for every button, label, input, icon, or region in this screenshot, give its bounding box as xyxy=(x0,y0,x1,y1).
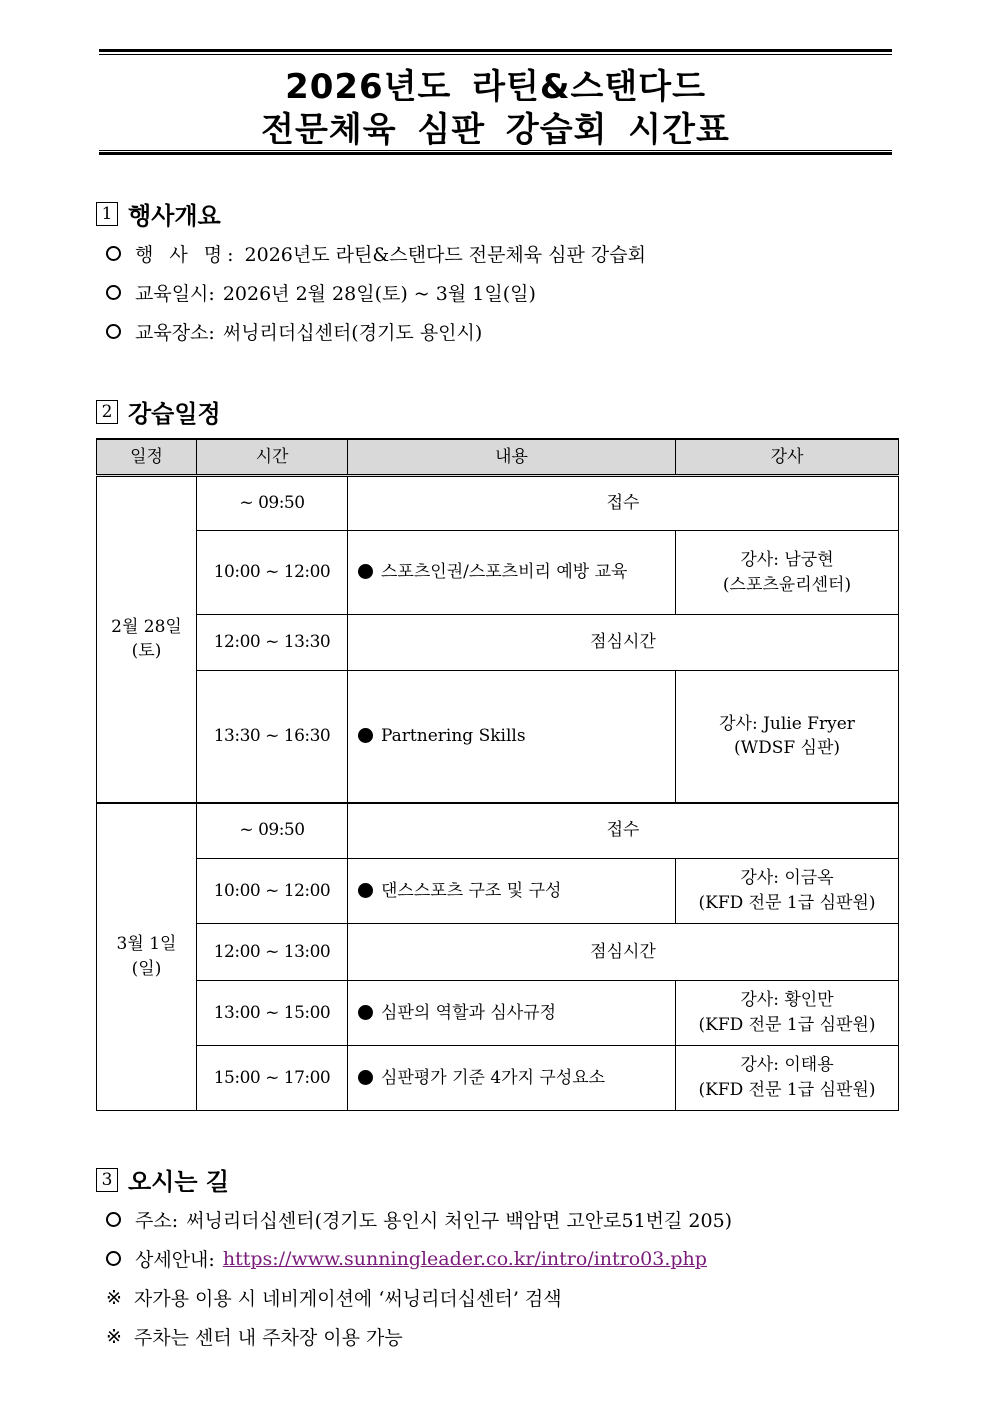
section-number-box: 2 xyxy=(96,400,118,424)
section-title: 행사개요 xyxy=(128,202,221,230)
table-row xyxy=(97,803,899,859)
directions-address xyxy=(106,1206,732,1233)
title-top-rule-thin xyxy=(99,54,892,55)
detail-link[interactable]: https://www.sunningleader.co.kr/intro/intro03.php xyxy=(222,1247,707,1270)
section-title: 강습일정 xyxy=(128,400,221,428)
table-row xyxy=(97,859,899,924)
address-value: 써닝리더십센터(경기도 용인시 처인구 백암면 고안로51번길 205) xyxy=(186,1210,733,1232)
circle-bullet-icon xyxy=(106,1251,121,1266)
header-cell-lecturer: 강사 xyxy=(676,439,899,476)
lecturer-affiliation: (KFD 전문 1급 심판원) xyxy=(698,893,876,913)
page-title-line1: 2026년도 라틴&스탠다드 xyxy=(285,67,706,107)
time-cell: 13:00 ~ 15:00 xyxy=(197,981,348,1046)
table-row xyxy=(97,924,899,981)
reference-mark-icon: ※ xyxy=(106,1325,122,1348)
circle-bullet-icon xyxy=(106,1212,121,1227)
filled-circle-icon xyxy=(358,1070,373,1085)
lecturer-name: 강사: 황인만 xyxy=(740,990,834,1011)
lecturer-affiliation: (스포츠윤리센터) xyxy=(722,574,852,595)
title-bottom-rule xyxy=(99,152,892,155)
detail-label: 상세안내: xyxy=(135,1249,215,1271)
filled-circle-icon xyxy=(358,564,373,579)
title-bottom-rule-thin xyxy=(99,150,892,151)
lecturer-cell xyxy=(676,981,899,1046)
time-cell: 10:00 ~ 12:00 xyxy=(197,859,348,924)
content-text: 댄스스포츠 구조 및 구성 xyxy=(381,880,562,901)
schedule-table xyxy=(96,438,899,1111)
overview-item-date xyxy=(106,279,536,306)
time-cell: 13:30 ~ 16:30 xyxy=(197,671,348,803)
lecturer-affiliation: (KFD 전문 1급 심판원) xyxy=(698,1015,876,1035)
day-date: 3월 1일 xyxy=(116,934,177,955)
overview-item-place xyxy=(106,318,482,345)
day-weekday: (일) xyxy=(131,958,162,979)
lecturer-cell xyxy=(676,671,899,803)
header-cell-time: 시간 xyxy=(197,439,348,476)
time-cell: 15:00 ~ 17:00 xyxy=(197,1046,348,1111)
content-cell xyxy=(348,981,676,1046)
table-row xyxy=(97,981,899,1046)
section-number-box: 1 xyxy=(96,202,118,226)
content-cell-full: 접수 xyxy=(348,803,899,859)
time-cell: ~ 09:50 xyxy=(197,476,348,531)
content-cell-full: 점심시간 xyxy=(348,924,899,981)
page-title-line2: 전문체육 심판 강습회 시간표 xyxy=(261,110,730,150)
note-text: 주차는 센터 내 주차장 이용 가능 xyxy=(133,1327,403,1349)
content-text: 스포츠인권/스포츠비리 예방 교육 xyxy=(381,562,628,583)
lecturer-name: 강사: Julie Fryer xyxy=(719,713,855,734)
time-cell: 12:00 ~ 13:30 xyxy=(197,615,348,671)
circle-bullet-icon xyxy=(106,246,121,261)
section-directions-heading xyxy=(96,1162,229,1197)
content-text: Partnering Skills xyxy=(381,725,526,746)
section-schedule-heading xyxy=(96,394,221,429)
time-cell: 10:00 ~ 12:00 xyxy=(197,531,348,615)
lecturer-name: 강사: 이금옥 xyxy=(740,868,834,889)
section-title: 오시는 길 xyxy=(128,1168,230,1196)
content-cell xyxy=(348,531,676,615)
table-row xyxy=(97,615,899,671)
overview-value: 2026년 2월 28일(토) ~ 3월 1일(일) xyxy=(222,283,536,305)
section-overview-heading xyxy=(96,196,221,231)
note-text: 자가용 이용 시 네비게이션에 ‘써닝리더십센터’ 검색 xyxy=(133,1288,562,1310)
content-cell xyxy=(348,859,676,924)
table-row xyxy=(97,476,899,531)
overview-value: 써닝리더십센터(경기도 용인시) xyxy=(222,322,483,344)
table-row xyxy=(97,531,899,615)
lecturer-cell xyxy=(676,859,899,924)
content-text: 심판평가 기준 4가지 구성요소 xyxy=(381,1067,606,1088)
table-header-row xyxy=(97,439,899,476)
title-block xyxy=(99,49,892,157)
overview-label: 교육장소: xyxy=(135,322,215,344)
day-cell xyxy=(97,476,197,803)
day-date: 2월 28일 xyxy=(111,616,182,637)
overview-item-name xyxy=(106,240,646,267)
header-cell-date: 일정 xyxy=(97,439,197,476)
section-number-box: 3 xyxy=(96,1168,118,1192)
directions-detail xyxy=(106,1245,707,1272)
header-cell-content: 내용 xyxy=(348,439,676,476)
time-cell: 12:00 ~ 13:00 xyxy=(197,924,348,981)
table-row xyxy=(97,671,899,803)
filled-circle-icon xyxy=(358,728,373,743)
lecturer-cell xyxy=(676,1046,899,1111)
circle-bullet-icon xyxy=(106,324,121,339)
title-top-rule xyxy=(99,49,892,52)
content-cell-full: 접수 xyxy=(348,476,899,531)
content-cell xyxy=(348,1046,676,1111)
lecturer-name: 강사: 남궁현 xyxy=(740,549,834,570)
overview-label: 행 사 명: xyxy=(135,244,239,266)
directions-note-navigation xyxy=(106,1284,562,1311)
content-cell xyxy=(348,671,676,803)
filled-circle-icon xyxy=(358,883,373,898)
lecturer-name: 강사: 이태용 xyxy=(740,1055,834,1076)
day-cell xyxy=(97,803,197,1111)
reference-mark-icon: ※ xyxy=(106,1286,122,1309)
overview-value: 2026년도 라틴&스탠다드 전문체육 심판 강습회 xyxy=(244,244,646,266)
circle-bullet-icon xyxy=(106,285,121,300)
lecturer-affiliation: (WDSF 심판) xyxy=(733,738,841,759)
time-cell: ~ 09:50 xyxy=(197,803,348,859)
lecturer-cell xyxy=(676,531,899,615)
address-label: 주소: xyxy=(135,1210,179,1232)
filled-circle-icon xyxy=(358,1005,373,1020)
overview-label: 교육일시: xyxy=(135,283,215,305)
lecturer-affiliation: (KFD 전문 1급 심판원) xyxy=(698,1080,876,1100)
directions-note-parking xyxy=(106,1323,403,1350)
table-row xyxy=(97,1046,899,1111)
day-weekday: (토) xyxy=(131,641,162,662)
content-cell-full: 점심시간 xyxy=(348,615,899,671)
content-text: 심판의 역할과 심사규정 xyxy=(381,1002,557,1023)
